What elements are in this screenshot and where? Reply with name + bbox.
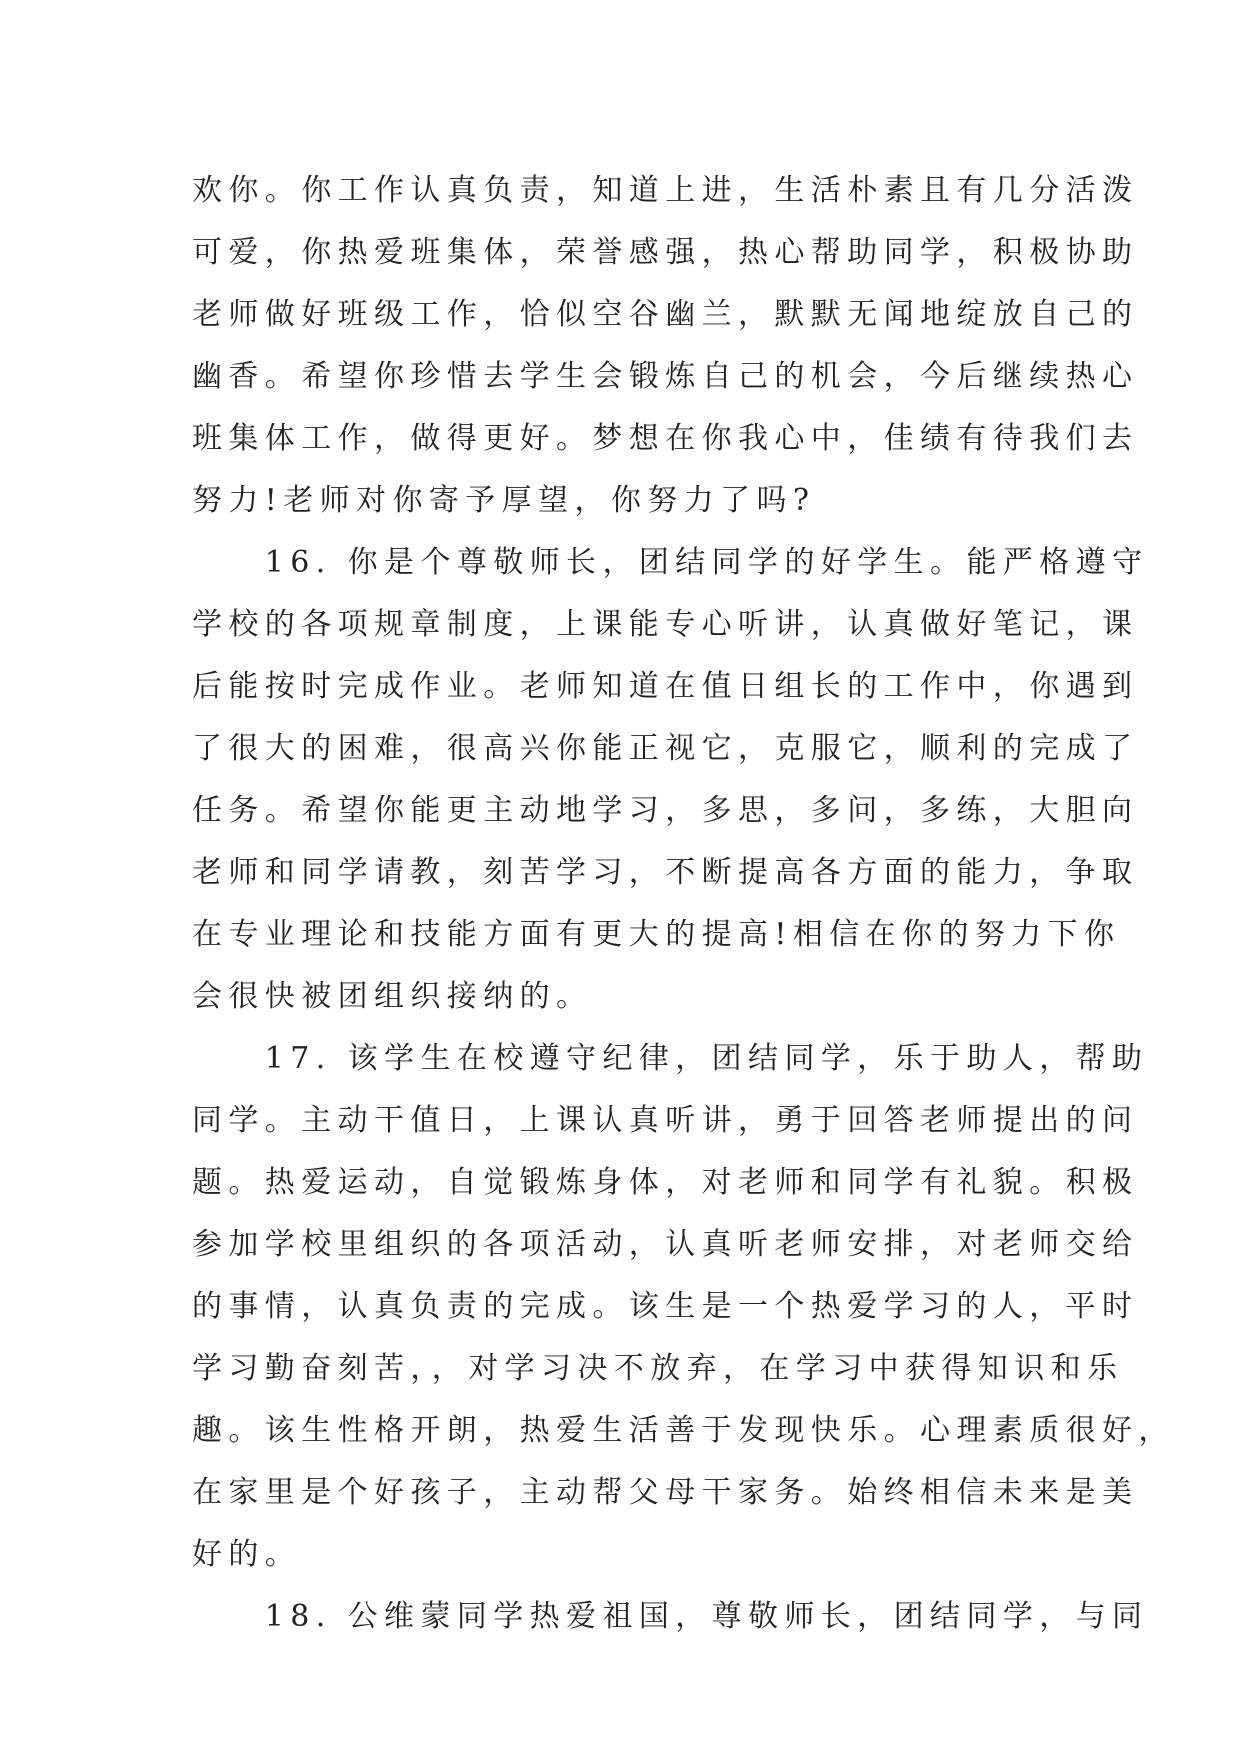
- text-line: 同学。主动干值日，上课认真听讲，勇于回答老师提出的问: [192, 1103, 1139, 1138]
- text-line: 幽香。希望你珍惜去学生会锻炼自己的机会，今后继续热心: [192, 359, 1139, 394]
- text-line: 的事情，认真负责的完成。该生是一个热爱学习的人，平时: [192, 1289, 1139, 1324]
- text-line: 了很大的困难，很高兴你能正视它，克服它，顺利的完成了: [192, 731, 1139, 766]
- text-line: 努力!老师对你寄予厚望，你努力了吗?: [192, 483, 816, 518]
- text-line: 会很快被团组织接纳的。: [192, 979, 593, 1014]
- text-line: 老师做好班级工作，恰似空谷幽兰，默默无闻地绽放自己的: [192, 297, 1139, 332]
- paragraph-16-first-line: 16. 你是个尊敬师长，团结同学的好学生。能严格遵守: [192, 545, 1149, 580]
- paragraph-17-first-line: 17. 该学生在校遵守纪律，团结同学，乐于助人，帮助: [192, 1041, 1149, 1076]
- text-line: 题。热爱运动，自觉锻炼身体，对老师和同学有礼貌。积极: [192, 1165, 1139, 1200]
- text-line: 老师和同学请教，刻苦学习，不断提高各方面的能力，争取: [192, 855, 1139, 890]
- text-line: 在专业理论和技能方面有更大的提高!相信在你的努力下你: [192, 917, 1121, 952]
- text-line: 欢你。你工作认真负责，知道上进，生活朴素且有几分活泼: [192, 173, 1139, 208]
- text-line: 班集体工作，做得更好。梦想在你我心中，佳绩有待我们去: [192, 421, 1139, 456]
- text-line: 学习勤奋刻苦，，对学习决不放弃，在学习中获得知识和乐: [192, 1351, 1124, 1386]
- body-text: [192, 160, 1175, 1648]
- text-line: 后能按时完成作业。老师知道在值日组长的工作中，你遇到: [192, 669, 1139, 704]
- text-line: 在家里是个好孩子，主动帮父母干家务。始终相信未来是美: [192, 1475, 1139, 1510]
- text-line: 参加学校里组织的各项活动，认真听老师安排，对老师交给: [192, 1227, 1139, 1262]
- text-line: 趣。该生性格开朗，热爱生活善于发现快乐。心理素质很好，: [192, 1413, 1175, 1448]
- text-line: 学校的各项规章制度，上课能专心听讲，认真做好笔记，课: [192, 607, 1139, 642]
- paragraph-18-first-line: 18. 公维蒙同学热爱祖国，尊敬师长，团结同学，与同: [192, 1599, 1149, 1634]
- text-line: 可爱，你热爱班集体，荣誉感强，热心帮助同学，积极协助: [192, 235, 1139, 270]
- text-line: 任务。希望你能更主动地学习，多思，多问，多练，大胆向: [192, 793, 1139, 828]
- text-line: 好的。: [192, 1537, 302, 1572]
